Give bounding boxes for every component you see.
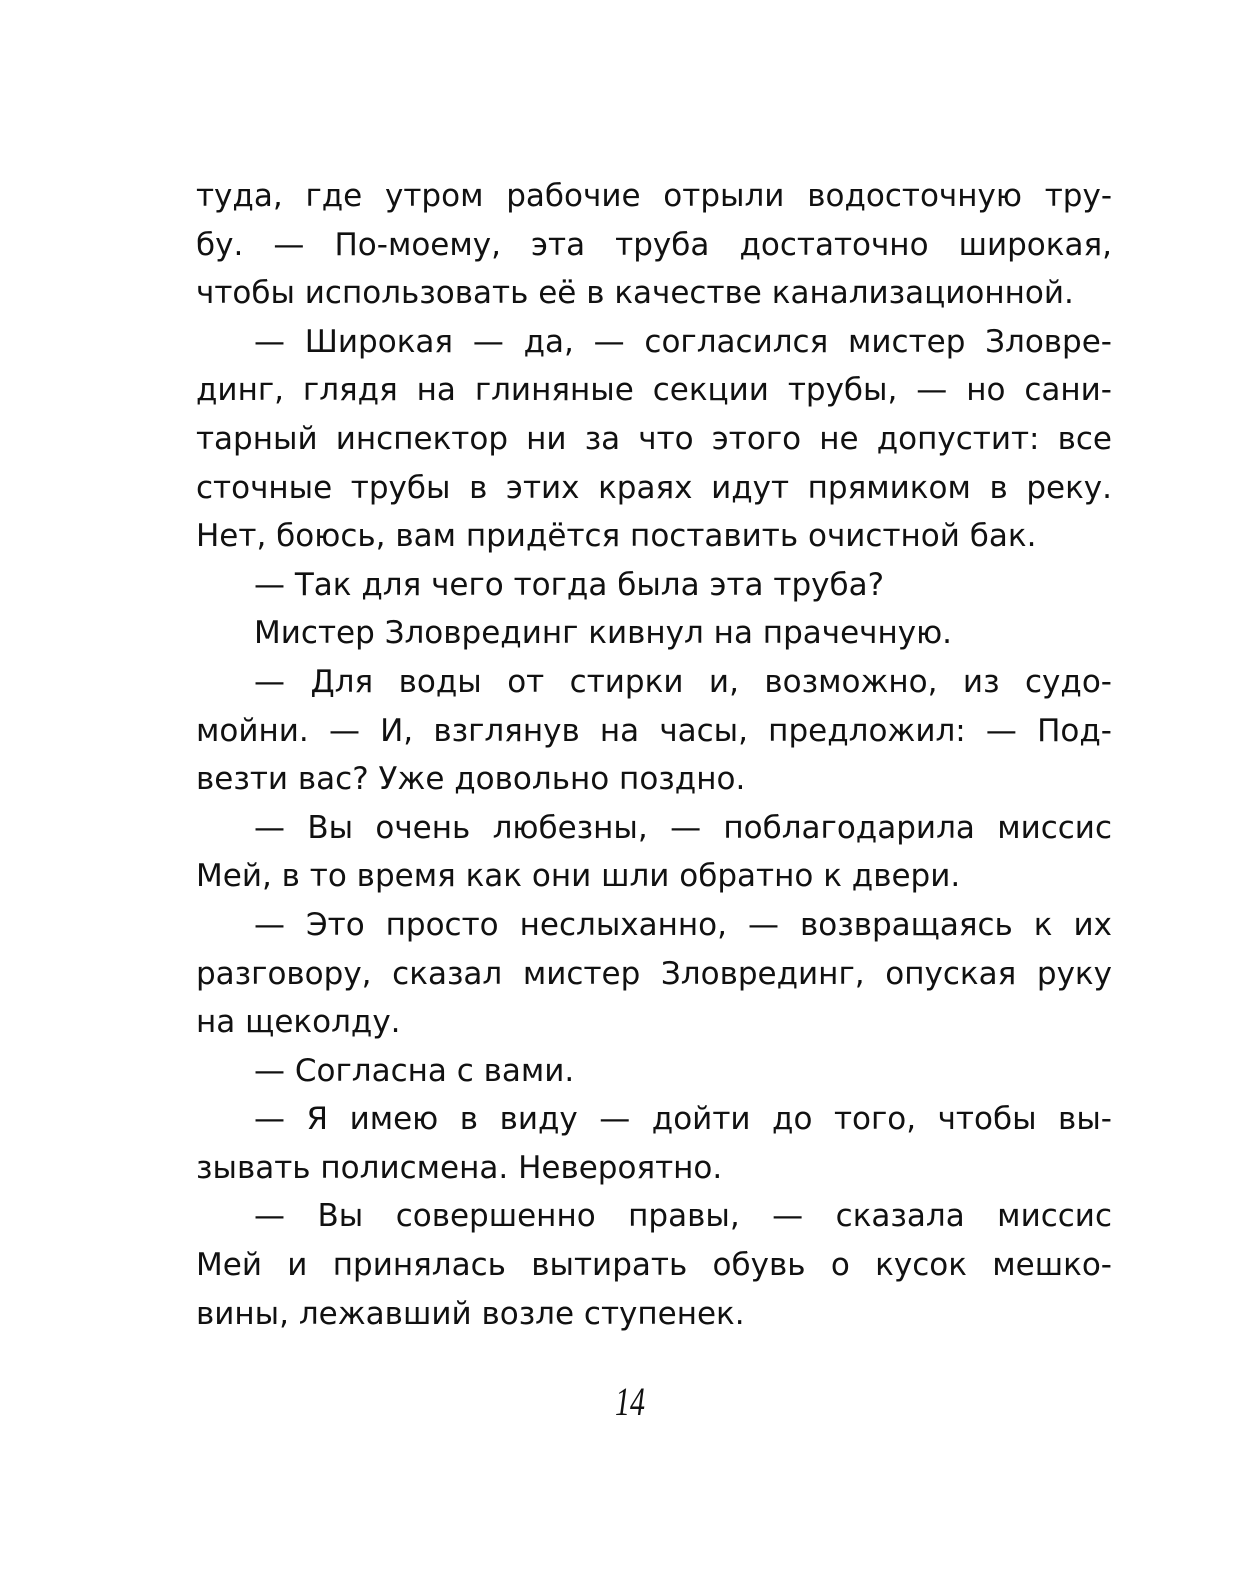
text-line: — Так для чего тогда была эта труба?	[254, 566, 885, 603]
text-line: бу. — По-моему, эта труба достаточно широкая,	[196, 226, 1112, 263]
text-line: тарный инспектор ни за что этого не допустит: все	[196, 420, 1112, 457]
text-line: — Я имею в виду — дойти до того, чтобы вы-	[254, 1101, 1112, 1138]
text-line: динг, глядя на глиняные секции трубы, — но сани-	[196, 372, 1112, 409]
text-line: разговору, сказал мистер Зловрединг, опуская руку	[196, 955, 1112, 992]
text-line: — Согласна с вами.	[254, 1052, 575, 1089]
text-line: — Вы совершенно правы, — сказала миссис	[254, 1198, 1112, 1235]
text-line: туда, где утром рабочие отрыли водосточную тру-	[196, 178, 1112, 214]
text-line: Мей, в то время как они шли обратно к двери.	[196, 858, 961, 895]
text-line: Мей и принялась вытирать обувь о кусок мешко-	[196, 1247, 1112, 1284]
text-line: чтобы использовать её в качестве канализационной.	[196, 275, 1074, 312]
text-line: — Вы очень любезны, — поблагодарила миссис	[254, 809, 1112, 846]
text-line: вины, лежавший возле ступенек.	[196, 1295, 745, 1332]
text-line: зывать полисмена. Невероятно.	[196, 1149, 723, 1186]
text-line: сточные трубы в этих краях идут прямиком в реку.	[196, 469, 1112, 506]
text-line: мойни. — И, взглянув на часы, предложил: — Под-	[196, 712, 1112, 749]
text-line: везти вас? Уже довольно поздно.	[196, 761, 746, 798]
text-line: на щеколду.	[196, 1004, 401, 1041]
text-line: Нет, боюсь, вам придётся поставить очистной бак.	[196, 518, 1037, 555]
text-line: Мистер Зловрединг кивнул на прачечную.	[254, 615, 953, 652]
body-text	[196, 172, 1112, 1338]
text-line: — Это просто неслыханно, — возвращаясь к их	[254, 906, 1112, 943]
page-number: 14	[615, 1379, 645, 1424]
text-line: — Для воды от стирки и, возможно, из судо-	[254, 663, 1112, 700]
text-line: — Широкая — да, — согласился мистер Зловре-	[254, 323, 1112, 360]
